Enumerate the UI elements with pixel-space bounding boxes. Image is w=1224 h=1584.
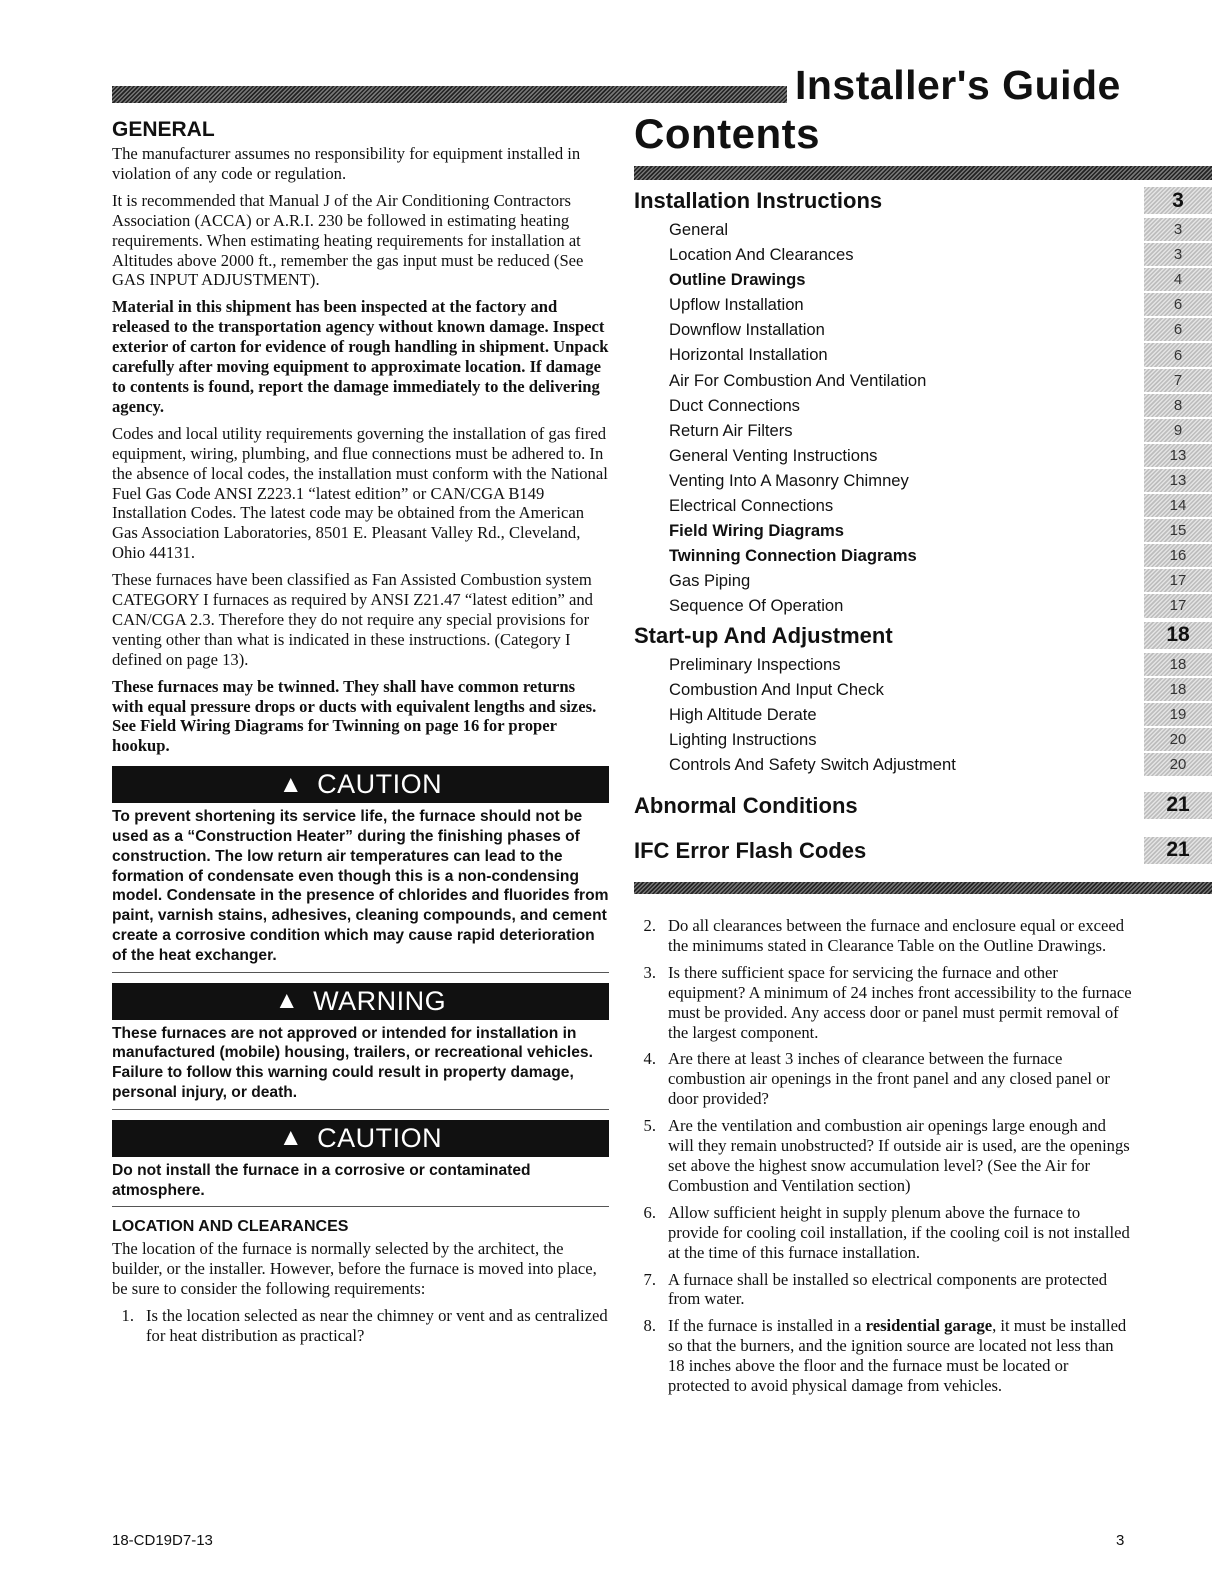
toc-section-label: Installation Instructions — [634, 188, 883, 213]
warning-triangle-icon: ▲ — [278, 1124, 304, 1152]
toc-section-label: IFC Error Flash Codes — [634, 837, 867, 863]
toc-item-label: Duct Connections — [669, 395, 800, 415]
warning-box — [112, 983, 609, 1110]
toc-item-label: Horizontal Installation — [669, 345, 828, 365]
toc-item-label: Location And Clearances — [669, 245, 854, 265]
contents-title: Contents — [634, 110, 820, 157]
toc-item — [634, 342, 1212, 367]
toc-item-page: 14 — [1144, 494, 1212, 517]
toc-item-label: Field Wiring Diagrams — [669, 521, 845, 541]
caution-banner — [112, 766, 609, 803]
item-number: 1. — [121, 1306, 134, 1326]
toc-item-label: Outline Drawings — [669, 270, 806, 290]
toc-item — [634, 418, 1212, 443]
toc-item-page: 20 — [1144, 753, 1212, 776]
item-text — [668, 1316, 1134, 1396]
toc-item-page: 8 — [1144, 394, 1212, 417]
toc-item — [634, 267, 1212, 292]
caution-box — [112, 1120, 609, 1208]
twinning-notice: These furnaces may be twinned. They shall have common returns with equal pressure drops or ducts with equivalent lengths and sizes. See Field Wiring Diagrams for Twinning on page 16 for proper hookup. — [112, 676, 597, 756]
toc-item — [634, 752, 1212, 777]
item-number: 6. — [643, 1202, 656, 1222]
toc-section — [634, 184, 1212, 217]
toc-item-page: 16 — [1144, 544, 1212, 567]
toc-item — [634, 468, 1212, 493]
toc-section-label: Abnormal Conditions — [634, 792, 858, 818]
toc-item-page: 6 — [1144, 318, 1212, 341]
toc-item-page: 6 — [1144, 293, 1212, 316]
toc-item-label: Preliminary Inspections — [669, 654, 841, 674]
item-text: Is the location selected as near the chimney or vent and as centralized for heat distribution as practical? — [146, 1306, 608, 1346]
page-title: Installer's Guide — [795, 62, 1121, 108]
toc-item-page: 3 — [1144, 218, 1212, 241]
toc-section — [634, 789, 1212, 822]
item-text: Are there at least 3 inches of clearance between the furnace combustion air openings in the front panel and any closed panel or door provided? — [668, 1049, 1110, 1109]
item-number: 7. — [643, 1269, 656, 1289]
toc-item-page: 20 — [1144, 728, 1212, 751]
toc-item-label: Sequence Of Operation — [669, 596, 844, 616]
requirements-list — [112, 1306, 609, 1346]
toc-item — [634, 443, 1212, 468]
alert-body: Do not install the furnace in a corrosive or contaminated atmosphere. — [112, 1161, 609, 1208]
contents-rule — [634, 166, 1212, 180]
header-rule — [112, 86, 787, 103]
toc-item-label: Combustion And Input Check — [669, 679, 884, 699]
warning-triangle-icon: ▲ — [274, 987, 300, 1015]
toc-item — [634, 493, 1212, 518]
toc-item-label: Downflow Installation — [669, 320, 825, 340]
toc-item-page: 4 — [1144, 268, 1212, 291]
toc-item-label: Air For Combustion And Ventilation — [669, 370, 927, 390]
toc-item-label: High Altitude Derate — [669, 704, 817, 724]
general-paragraph: It is recommended that Manual J of the Air Conditioning Contractors Association (ACCA) or A.R.I. 230 be followed in estimating heating requirements. When estimating heating requirements for installation at Altitudes above 2000 ft., remember the gas input must be reduced (See GAS INPUT ADJUSTMENT). — [112, 190, 584, 290]
toc-section — [634, 834, 1212, 867]
requirements-list-continued — [634, 916, 1134, 1396]
toc-section-page: 21 — [1144, 837, 1212, 864]
toc-item-page: 18 — [1144, 653, 1212, 676]
contents-rule-bottom — [634, 882, 1212, 894]
toc-item-page: 6 — [1144, 343, 1212, 366]
item-text: Do all clearances between the furnace and enclosure equal or exceed the minimums stated in Clearance Table on the Outline Drawings. — [668, 916, 1125, 955]
toc-item-page: 13 — [1144, 444, 1212, 467]
table-of-contents — [634, 184, 1212, 867]
item-text: Is there sufficient space for servicing the furnace and other equipment? A minimum of 24 inches front accessibility to the furnace must be provided. Any access door or panel must permit removal of the largest component. — [668, 962, 1132, 1042]
list-item — [634, 1203, 1134, 1263]
toc-item-page: 7 — [1144, 369, 1212, 392]
alert-title: WARNING — [313, 985, 447, 1016]
item-number: 3. — [643, 962, 656, 982]
toc-item-page: 9 — [1144, 419, 1212, 442]
toc-item-label: Electrical Connections — [669, 496, 834, 516]
item-text: A furnace shall be installed so electrical components are protected from water. — [668, 1269, 1108, 1309]
toc-item-label: Controls And Safety Switch Adjustment — [669, 754, 956, 774]
toc-item — [634, 393, 1212, 418]
toc-section-page: 3 — [1144, 187, 1212, 214]
alert-body: These furnaces are not approved or intended for installation in manufactured (mobile) housing, trailers, or recreational vehicles. Failure to follow this warning could result in property damage, personal injury, or death. — [112, 1024, 609, 1110]
list-item — [634, 1270, 1134, 1310]
toc-section-label: Start-up And Adjustment — [634, 622, 893, 648]
toc-item — [634, 518, 1212, 543]
alert-title: CAUTION — [317, 1122, 443, 1153]
list-item — [634, 963, 1134, 1043]
item-text: Allow sufficient height in supply plenum above the furnace to provide for cooling coil installation, if the cooling coil is not installed at the time of this furnace installation. — [668, 1202, 1130, 1262]
toc-item — [634, 727, 1212, 752]
general-paragraph: The manufacturer assumes no responsibility for equipment installed in violation of any code or regulation. — [112, 144, 581, 183]
toc-item-page: 17 — [1144, 594, 1212, 617]
list-item — [634, 1316, 1134, 1396]
toc-item-label: Upflow Installation — [669, 295, 804, 315]
toc-item — [634, 652, 1212, 677]
toc-item — [634, 368, 1212, 393]
item-number: 8. — [643, 1316, 656, 1336]
toc-item — [634, 568, 1212, 593]
toc-item-page: 15 — [1144, 519, 1212, 542]
left-column — [112, 118, 609, 1353]
toc-item-page: 3 — [1144, 243, 1212, 266]
toc-item — [634, 217, 1212, 242]
toc-item-label: Return Air Filters — [669, 420, 793, 440]
list-item — [634, 1116, 1134, 1196]
toc-item — [634, 702, 1212, 727]
item-text-post: , it must be installed so that the burners, and the ignition source are located not less than 18 inches above the floor and the furnace must be located or protected to avoid physical damage from vehicles. — [668, 1316, 1127, 1396]
toc-item-page: 19 — [1144, 703, 1212, 726]
location-intro: The location of the furnace is normally selected by the architect, the builder, or the installer. However, before the furnace is moved into place, be sure to consider the following requirements: — [112, 1239, 597, 1299]
warning-banner — [112, 983, 609, 1020]
list-item — [634, 916, 1134, 956]
general-heading: GENERAL — [112, 118, 215, 141]
toc-item — [634, 593, 1212, 618]
general-paragraph: These furnaces have been classified as Fan Assisted Combustion system CATEGORY I furnaces as required by ANSI Z21.47 “latest edition” and CAN/CGA 2.3. Therefore they do not require any special provisions for venting other than what is indicated in these instructions. (Category I defined on page 13). — [112, 570, 593, 669]
toc-item-label: Gas Piping — [669, 571, 751, 591]
alert-body: To prevent shortening its service life, the furnace should not be used as a “Construction Heater” during the finishing phases of construction. The low return air temperatures can lead to the formation of condensate even though this is a non-condensing model. Condensate in the presence of chlorides and fluorides from paint, varnish stains, adhesives, cleaning compounds, and cement create a corrosive condition which may cause rapid deterioration of the heat exchanger. — [112, 807, 609, 972]
item-number: 2. — [643, 916, 656, 935]
toc-section-page: 21 — [1144, 792, 1212, 819]
toc-item-page: 17 — [1144, 569, 1212, 592]
toc-section-page: 18 — [1144, 622, 1212, 649]
toc-item — [634, 292, 1212, 317]
document-code: 18-CD19D7-13 — [112, 1532, 213, 1549]
toc-item — [634, 242, 1212, 267]
right-column — [634, 914, 1134, 1403]
location-heading: LOCATION AND CLEARANCES — [112, 1218, 349, 1236]
toc-item-label: Venting Into A Masonry Chimney — [669, 470, 909, 490]
page-number: 3 — [1116, 1532, 1125, 1549]
list-item — [112, 1306, 609, 1346]
caution-banner — [112, 1120, 609, 1157]
toc-item — [634, 543, 1212, 568]
item-text-pre: If the furnace is installed in a — [668, 1316, 866, 1336]
item-text: Are the ventilation and combustion air openings large enough and will they remain unobstructed? If outside air is used, are the openings set above the highest snow accumulation level? (See the Air for Combustion and Ventilation section) — [668, 1116, 1130, 1195]
toc-item-label: General Venting Instructions — [669, 445, 878, 465]
alert-title: CAUTION — [317, 769, 443, 800]
shipment-notice: Material in this shipment has been inspected at the factory and released to the transportation agency without known damage. Inspect exterior of carton for evidence of rough handling in shipment. Unpack carefully after moving equipment to approximate location. If damage to contents is found, report the damage immediately to the delivering agency. — [112, 297, 609, 416]
toc-item — [634, 317, 1212, 342]
toc-item-label: Lighting Instructions — [669, 729, 817, 749]
toc-item-label: General — [669, 220, 729, 239]
item-text-emphasis: residential garage — [865, 1316, 993, 1336]
warning-triangle-icon: ▲ — [278, 770, 304, 798]
caution-box — [112, 766, 609, 972]
toc-item — [634, 677, 1212, 702]
item-number: 5. — [643, 1116, 656, 1136]
list-item — [634, 1049, 1134, 1109]
toc-item-page: 18 — [1144, 678, 1212, 701]
toc-section — [634, 619, 1212, 652]
toc-item-label: Twinning Connection Diagrams — [669, 546, 917, 566]
item-number: 4. — [643, 1049, 656, 1069]
general-paragraph: Codes and local utility requirements governing the installation of gas fired equipment, wiring, plumbing, and flue connections must be adhered to. In the absence of local codes, the installation must conform with the National Fuel Gas Code ANSI Z223.1 “latest edition” or CAN/CGA B149 Installation Codes. The latest code may be obtained from the American Gas Association Laboratories, 8501 E. Pleasant Valley Rd., Cleveland, Ohio 44131. — [112, 423, 608, 563]
toc-item-page: 13 — [1144, 469, 1212, 492]
